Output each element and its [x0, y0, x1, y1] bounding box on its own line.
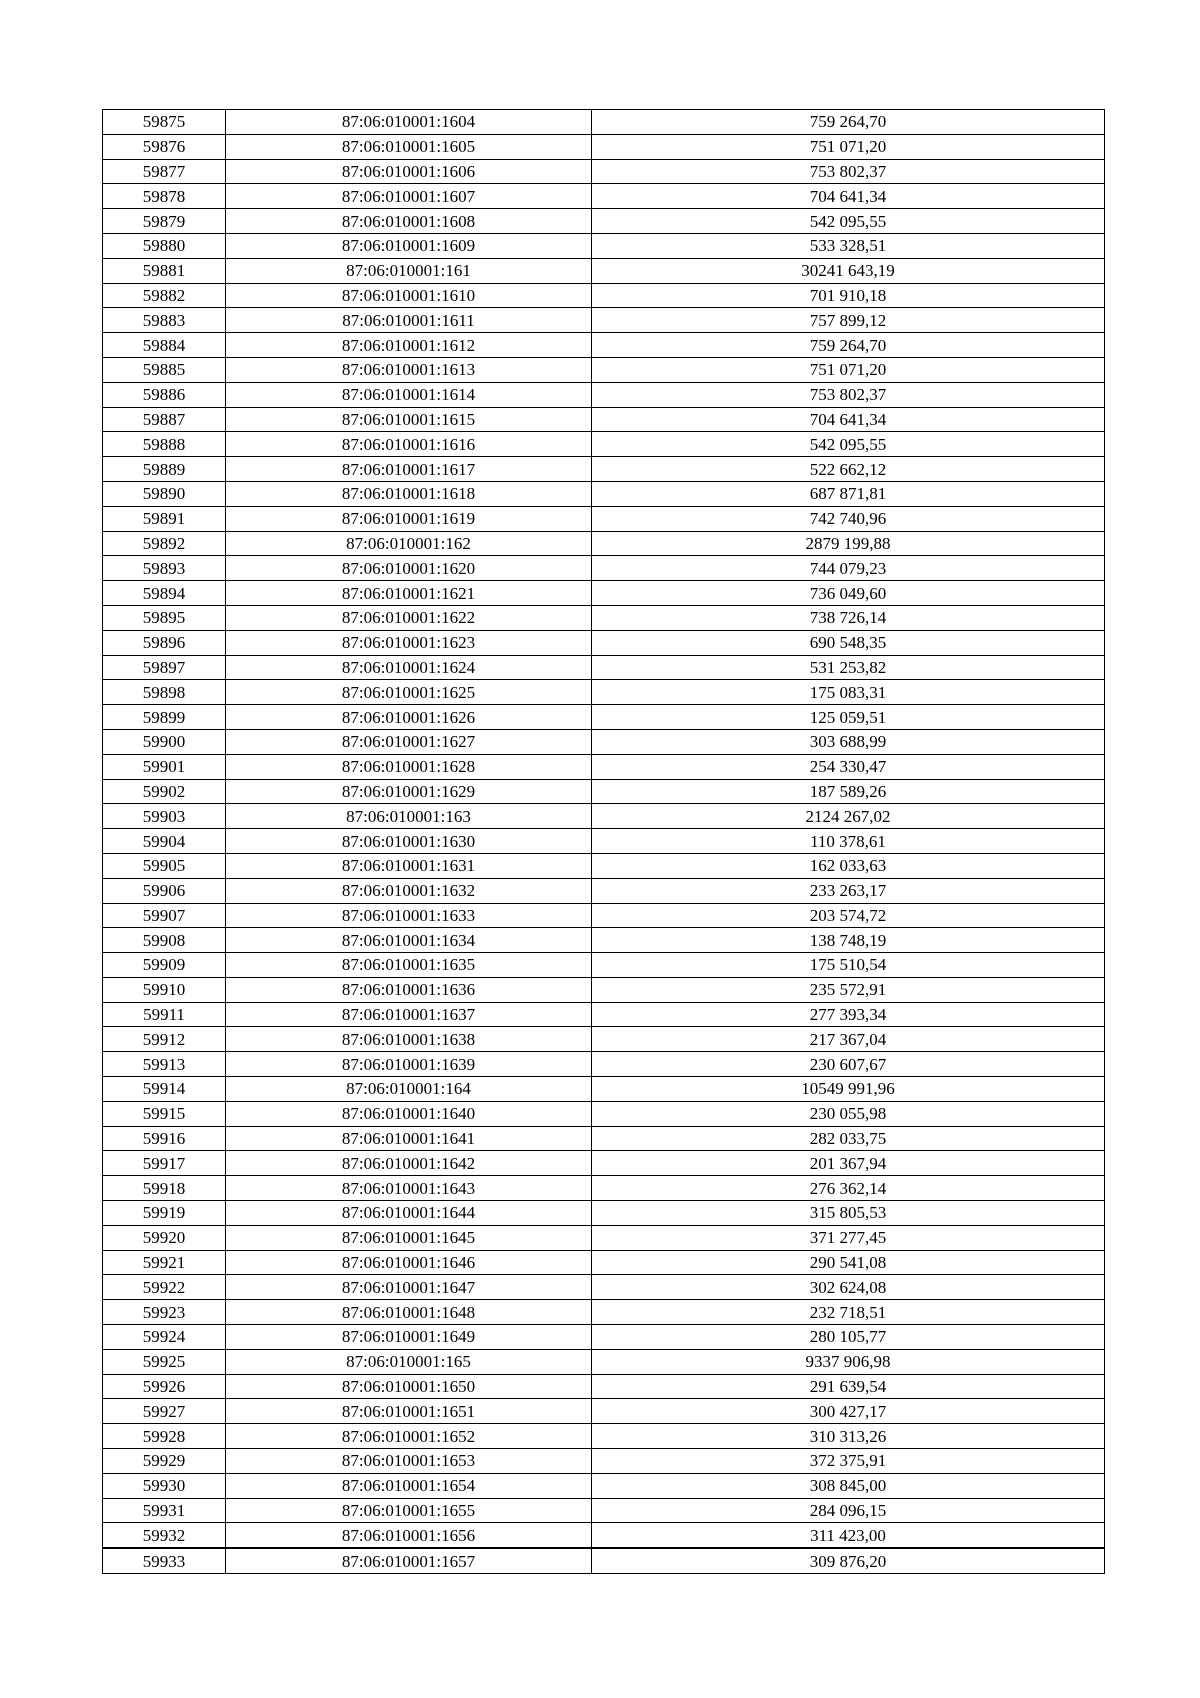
row-number-cell: 59885 [103, 357, 226, 382]
row-number-cell: 59895 [103, 605, 226, 630]
cadastral-value-cell: 687 871,81 [592, 481, 1105, 506]
cadastral-number-cell: 87:06:010001:1622 [226, 605, 592, 630]
row-number-cell: 59884 [103, 333, 226, 358]
table-row [103, 1349, 1105, 1374]
cadastral-number-cell: 87:06:010001:1644 [226, 1201, 592, 1226]
cadastral-number-cell: 87:06:010001:1617 [226, 457, 592, 482]
row-number-cell: 59880 [103, 233, 226, 258]
cadastral-number-cell: 87:06:010001:1651 [226, 1399, 592, 1424]
cadastral-value-cell: 175 510,54 [592, 953, 1105, 978]
row-number-cell: 59900 [103, 729, 226, 754]
row-number-cell: 59927 [103, 1399, 226, 1424]
cadastral-number-cell: 87:06:010001:1608 [226, 209, 592, 234]
cadastral-number-cell: 87:06:010001:1646 [226, 1250, 592, 1275]
table-row [103, 1300, 1105, 1325]
row-number-cell: 59892 [103, 531, 226, 556]
table-row [103, 1052, 1105, 1077]
cadastral-number-cell: 87:06:010001:1605 [226, 134, 592, 159]
cadastral-number-cell: 87:06:010001:1642 [226, 1151, 592, 1176]
row-number-cell: 59914 [103, 1077, 226, 1102]
cadastral-value-cell: 2124 267,02 [592, 804, 1105, 829]
cadastral-value-cell: 302 624,08 [592, 1275, 1105, 1300]
row-number-cell: 59879 [103, 209, 226, 234]
cadastral-number-cell: 87:06:010001:1657 [226, 1548, 592, 1573]
cadastral-value-cell: 277 393,34 [592, 1002, 1105, 1027]
row-number-cell: 59908 [103, 928, 226, 953]
cadastral-number-cell: 87:06:010001:1645 [226, 1225, 592, 1250]
row-number-cell: 59886 [103, 382, 226, 407]
cadastral-value-cell: 704 641,34 [592, 184, 1105, 209]
table-row [103, 680, 1105, 705]
cadastral-value-cell: 751 071,20 [592, 357, 1105, 382]
cadastral-number-cell: 87:06:010001:1640 [226, 1101, 592, 1126]
row-number-cell: 59920 [103, 1225, 226, 1250]
table-row [103, 1027, 1105, 1052]
cadastral-value-cell: 235 572,91 [592, 977, 1105, 1002]
table-row [103, 233, 1105, 258]
cadastral-number-cell: 87:06:010001:1615 [226, 407, 592, 432]
row-number-cell: 59925 [103, 1349, 226, 1374]
table-row [103, 1424, 1105, 1449]
table-body [103, 110, 1105, 1574]
cadastral-number-cell: 87:06:010001:1636 [226, 977, 592, 1002]
cadastral-number-cell: 87:06:010001:1632 [226, 878, 592, 903]
cadastral-number-cell: 87:06:010001:1609 [226, 233, 592, 258]
table-row [103, 556, 1105, 581]
cadastral-value-cell: 233 263,17 [592, 878, 1105, 903]
cadastral-number-cell: 87:06:010001:1628 [226, 754, 592, 779]
row-number-cell: 59929 [103, 1449, 226, 1474]
row-number-cell: 59915 [103, 1101, 226, 1126]
cadastral-number-cell: 87:06:010001:1626 [226, 705, 592, 730]
row-number-cell: 59916 [103, 1126, 226, 1151]
cadastral-value-cell: 542 095,55 [592, 209, 1105, 234]
cadastral-number-cell: 87:06:010001:1606 [226, 159, 592, 184]
cadastral-value-cell: 291 639,54 [592, 1374, 1105, 1399]
table-row [103, 1002, 1105, 1027]
table-row [103, 804, 1105, 829]
cadastral-value-cell: 290 541,08 [592, 1250, 1105, 1275]
cadastral-value-cell: 759 264,70 [592, 110, 1105, 135]
row-number-cell: 59917 [103, 1151, 226, 1176]
table-row [103, 209, 1105, 234]
cadastral-value-cell: 533 328,51 [592, 233, 1105, 258]
table-row [103, 333, 1105, 358]
table-row [103, 878, 1105, 903]
table-row [103, 382, 1105, 407]
table-row [103, 581, 1105, 606]
row-number-cell: 59889 [103, 457, 226, 482]
row-number-cell: 59902 [103, 779, 226, 804]
cadastral-number-cell: 87:06:010001:1613 [226, 357, 592, 382]
table-row [103, 779, 1105, 804]
table-row [103, 432, 1105, 457]
table-row [103, 1325, 1105, 1350]
row-number-cell: 59877 [103, 159, 226, 184]
cadastral-value-cell: 230 607,67 [592, 1052, 1105, 1077]
cadastral-number-cell: 87:06:010001:1631 [226, 853, 592, 878]
cadastral-value-cell: 138 748,19 [592, 928, 1105, 953]
row-number-cell: 59910 [103, 977, 226, 1002]
cadastral-value-cell: 690 548,35 [592, 630, 1105, 655]
cadastral-value-cell: 201 367,94 [592, 1151, 1105, 1176]
table-row [103, 258, 1105, 283]
table-row [103, 1126, 1105, 1151]
cadastral-value-cell: 232 718,51 [592, 1300, 1105, 1325]
cadastral-value-cell: 542 095,55 [592, 432, 1105, 457]
cadastral-number-cell: 87:06:010001:1654 [226, 1473, 592, 1498]
cadastral-number-cell: 87:06:010001:1627 [226, 729, 592, 754]
cadastral-number-cell: 87:06:010001:161 [226, 258, 592, 283]
table-row [103, 1449, 1105, 1474]
table-row [103, 1151, 1105, 1176]
row-number-cell: 59887 [103, 407, 226, 432]
table-row [103, 655, 1105, 680]
table-row [103, 506, 1105, 531]
row-number-cell: 59906 [103, 878, 226, 903]
table-row [103, 184, 1105, 209]
table-row [103, 1548, 1105, 1573]
cadastral-value-cell: 254 330,47 [592, 754, 1105, 779]
table-row [103, 481, 1105, 506]
row-number-cell: 59921 [103, 1250, 226, 1275]
cadastral-number-cell: 87:06:010001:1649 [226, 1325, 592, 1350]
cadastral-number-cell: 87:06:010001:1637 [226, 1002, 592, 1027]
table-row [103, 829, 1105, 854]
cadastral-value-cell: 309 876,20 [592, 1548, 1105, 1573]
table-row [103, 134, 1105, 159]
cadastral-number-cell: 87:06:010001:1611 [226, 308, 592, 333]
table-row [103, 705, 1105, 730]
row-number-cell: 59883 [103, 308, 226, 333]
cadastral-number-cell: 87:06:010001:163 [226, 804, 592, 829]
cadastral-number-cell: 87:06:010001:1618 [226, 481, 592, 506]
row-number-cell: 59912 [103, 1027, 226, 1052]
row-number-cell: 59897 [103, 655, 226, 680]
cadastral-value-cell: 284 096,15 [592, 1498, 1105, 1523]
table-row [103, 754, 1105, 779]
cadastral-value-cell: 310 313,26 [592, 1424, 1105, 1449]
cadastral-value-cell: 203 574,72 [592, 903, 1105, 928]
table-row [103, 605, 1105, 630]
cadastral-value-cell: 187 589,26 [592, 779, 1105, 804]
cadastral-value-cell: 372 375,91 [592, 1449, 1105, 1474]
cadastral-value-cell: 753 802,37 [592, 159, 1105, 184]
row-number-cell: 59876 [103, 134, 226, 159]
cadastral-number-cell: 87:06:010001:1639 [226, 1052, 592, 1077]
table-row [103, 283, 1105, 308]
row-number-cell: 59930 [103, 1473, 226, 1498]
row-number-cell: 59905 [103, 853, 226, 878]
table-row [103, 729, 1105, 754]
cadastral-number-cell: 87:06:010001:1635 [226, 953, 592, 978]
row-number-cell: 59899 [103, 705, 226, 730]
cadastral-number-cell: 87:06:010001:1634 [226, 928, 592, 953]
cadastral-number-cell: 87:06:010001:1621 [226, 581, 592, 606]
row-number-cell: 59928 [103, 1424, 226, 1449]
cadastral-value-cell: 522 662,12 [592, 457, 1105, 482]
cadastral-number-cell: 87:06:010001:1623 [226, 630, 592, 655]
row-number-cell: 59923 [103, 1300, 226, 1325]
table-row [103, 1250, 1105, 1275]
cadastral-number-cell: 87:06:010001:1647 [226, 1275, 592, 1300]
cadastral-number-cell: 87:06:010001:1616 [226, 432, 592, 457]
table-row [103, 1275, 1105, 1300]
row-number-cell: 59896 [103, 630, 226, 655]
table-row [103, 308, 1105, 333]
row-number-cell: 59904 [103, 829, 226, 854]
cadastral-value-cell: 162 033,63 [592, 853, 1105, 878]
cadastral-value-cell: 753 802,37 [592, 382, 1105, 407]
table-row [103, 1523, 1105, 1548]
cadastral-value-cell: 742 740,96 [592, 506, 1105, 531]
table-row [103, 1077, 1105, 1102]
cadastral-number-cell: 87:06:010001:1629 [226, 779, 592, 804]
table-row [103, 1225, 1105, 1250]
cadastral-value-cell: 300 427,17 [592, 1399, 1105, 1424]
row-number-cell: 59926 [103, 1374, 226, 1399]
cadastral-number-cell: 87:06:010001:164 [226, 1077, 592, 1102]
cadastral-number-cell: 87:06:010001:1652 [226, 1424, 592, 1449]
cadastral-number-cell: 87:06:010001:1630 [226, 829, 592, 854]
table-row [103, 1176, 1105, 1201]
cadastral-number-cell: 87:06:010001:1604 [226, 110, 592, 135]
table-row [103, 1498, 1105, 1523]
row-number-cell: 59909 [103, 953, 226, 978]
cadastral-value-cell: 230 055,98 [592, 1101, 1105, 1126]
cadastral-number-cell: 87:06:010001:1648 [226, 1300, 592, 1325]
cadastral-value-cell: 175 083,31 [592, 680, 1105, 705]
cadastral-number-cell: 87:06:010001:1643 [226, 1176, 592, 1201]
row-number-cell: 59913 [103, 1052, 226, 1077]
row-number-cell: 59933 [103, 1548, 226, 1573]
row-number-cell: 59898 [103, 680, 226, 705]
cadastral-number-cell: 87:06:010001:1614 [226, 382, 592, 407]
table-row [103, 1101, 1105, 1126]
row-number-cell: 59922 [103, 1275, 226, 1300]
cadastral-number-cell: 87:06:010001:1641 [226, 1126, 592, 1151]
row-number-cell: 59878 [103, 184, 226, 209]
table-row [103, 159, 1105, 184]
row-number-cell: 59891 [103, 506, 226, 531]
cadastral-value-cell: 2879 199,88 [592, 531, 1105, 556]
cadastral-number-cell: 87:06:010001:1625 [226, 680, 592, 705]
table-row [103, 1399, 1105, 1424]
cadastral-value-cell: 125 059,51 [592, 705, 1105, 730]
cadastral-value-cell: 30241 643,19 [592, 258, 1105, 283]
cadastral-value-cell: 276 362,14 [592, 1176, 1105, 1201]
table-row [103, 953, 1105, 978]
row-number-cell: 59924 [103, 1325, 226, 1350]
row-number-cell: 59890 [103, 481, 226, 506]
cadastral-number-cell: 87:06:010001:1607 [226, 184, 592, 209]
table-row [103, 357, 1105, 382]
cadastral-number-cell: 87:06:010001:1612 [226, 333, 592, 358]
row-number-cell: 59888 [103, 432, 226, 457]
table-row [103, 407, 1105, 432]
cadastral-number-cell: 87:06:010001:162 [226, 531, 592, 556]
table-row [103, 903, 1105, 928]
cadastral-value-cell: 315 805,53 [592, 1201, 1105, 1226]
cadastral-number-cell: 87:06:010001:1620 [226, 556, 592, 581]
row-number-cell: 59894 [103, 581, 226, 606]
table-row [103, 977, 1105, 1002]
table-row [103, 853, 1105, 878]
cadastral-number-cell: 87:06:010001:1633 [226, 903, 592, 928]
row-number-cell: 59907 [103, 903, 226, 928]
cadastral-number-cell: 87:06:010001:1655 [226, 1498, 592, 1523]
cadastral-value-cell: 280 105,77 [592, 1325, 1105, 1350]
row-number-cell: 59893 [103, 556, 226, 581]
row-number-cell: 59932 [103, 1523, 226, 1548]
cadastral-number-cell: 87:06:010001:1610 [226, 283, 592, 308]
table-row [103, 531, 1105, 556]
cadastral-number-cell: 87:06:010001:1624 [226, 655, 592, 680]
table-row [103, 1201, 1105, 1226]
row-number-cell: 59875 [103, 110, 226, 135]
row-number-cell: 59901 [103, 754, 226, 779]
cadastral-value-cell: 757 899,12 [592, 308, 1105, 333]
cadastral-value-cell: 217 367,04 [592, 1027, 1105, 1052]
table-row [103, 1374, 1105, 1399]
row-number-cell: 59911 [103, 1002, 226, 1027]
cadastral-value-cell: 531 253,82 [592, 655, 1105, 680]
cadastral-value-cell: 9337 906,98 [592, 1349, 1105, 1374]
row-number-cell: 59918 [103, 1176, 226, 1201]
table-row [103, 457, 1105, 482]
cadastral-value-cell: 701 910,18 [592, 283, 1105, 308]
cadastral-number-cell: 87:06:010001:1656 [226, 1523, 592, 1548]
cadastral-value-cell: 704 641,34 [592, 407, 1105, 432]
cadastral-value-cell: 759 264,70 [592, 333, 1105, 358]
cadastral-number-cell: 87:06:010001:1653 [226, 1449, 592, 1474]
cadastral-value-cell: 736 049,60 [592, 581, 1105, 606]
row-number-cell: 59881 [103, 258, 226, 283]
cadastral-value-cell: 744 079,23 [592, 556, 1105, 581]
row-number-cell: 59931 [103, 1498, 226, 1523]
cadastral-number-cell: 87:06:010001:1638 [226, 1027, 592, 1052]
cadastral-number-cell: 87:06:010001:165 [226, 1349, 592, 1374]
row-number-cell: 59903 [103, 804, 226, 829]
cadastral-value-cell: 303 688,99 [592, 729, 1105, 754]
table-row [103, 110, 1105, 135]
cadastral-value-cell: 311 423,00 [592, 1523, 1105, 1548]
cadastral-value-cell: 110 378,61 [592, 829, 1105, 854]
cadastral-value-cell: 738 726,14 [592, 605, 1105, 630]
cadastral-number-cell: 87:06:010001:1650 [226, 1374, 592, 1399]
row-number-cell: 59919 [103, 1201, 226, 1226]
table-row [103, 928, 1105, 953]
cadastral-number-cell: 87:06:010001:1619 [226, 506, 592, 531]
table-row [103, 1473, 1105, 1498]
table-row [103, 630, 1105, 655]
cadastral-value-table [102, 109, 1105, 1574]
row-number-cell: 59882 [103, 283, 226, 308]
cadastral-value-cell: 10549 991,96 [592, 1077, 1105, 1102]
cadastral-value-cell: 371 277,45 [592, 1225, 1105, 1250]
cadastral-value-cell: 282 033,75 [592, 1126, 1105, 1151]
cadastral-value-cell: 751 071,20 [592, 134, 1105, 159]
cadastral-value-cell: 308 845,00 [592, 1473, 1105, 1498]
